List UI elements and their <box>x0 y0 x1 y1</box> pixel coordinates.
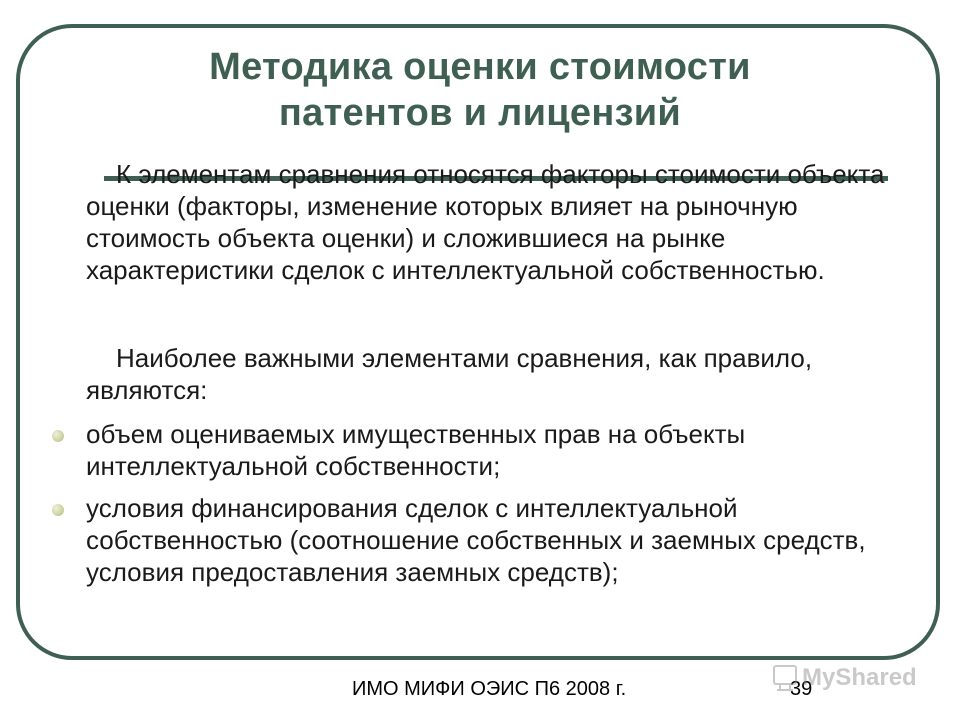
paragraph-important-elements: Наиболее важными элементами сравнения, как правило, являются: <box>86 343 813 405</box>
watermark-text: MyShared <box>802 664 917 691</box>
paragraph-comparison-elements: К элементам сравнения относятся факторы стоимости объекта оценки (факторы, изменение которых влияет на рыночную стоимость объекта оценки) и сложившиеся на рынке характеристики сделок с интеллектуальной собственностью. <box>86 159 885 285</box>
bullet-item-rights-volume: объем оцениваемых имущественных прав на объекты интеллектуальной собственности; <box>86 419 746 481</box>
bullet-item-financing-terms: условия финансирования сделок с интеллектуальной собственностью (соотношение собственных и заемных средств, условия предоставления заемных средств); <box>86 493 866 587</box>
slide-title-line1: Методика оценки стоимости <box>209 46 751 88</box>
page-number: 39 <box>790 678 813 700</box>
slide-title <box>100 44 860 136</box>
bullet-icon <box>52 430 64 442</box>
footer-text: ИМО МИФИ ОЭИС П6 2008 г. <box>352 678 627 700</box>
myshared-watermark-logo <box>770 656 940 696</box>
bullet-icon <box>52 504 64 516</box>
slide-title-line2: патентов и лицензий <box>278 92 682 134</box>
